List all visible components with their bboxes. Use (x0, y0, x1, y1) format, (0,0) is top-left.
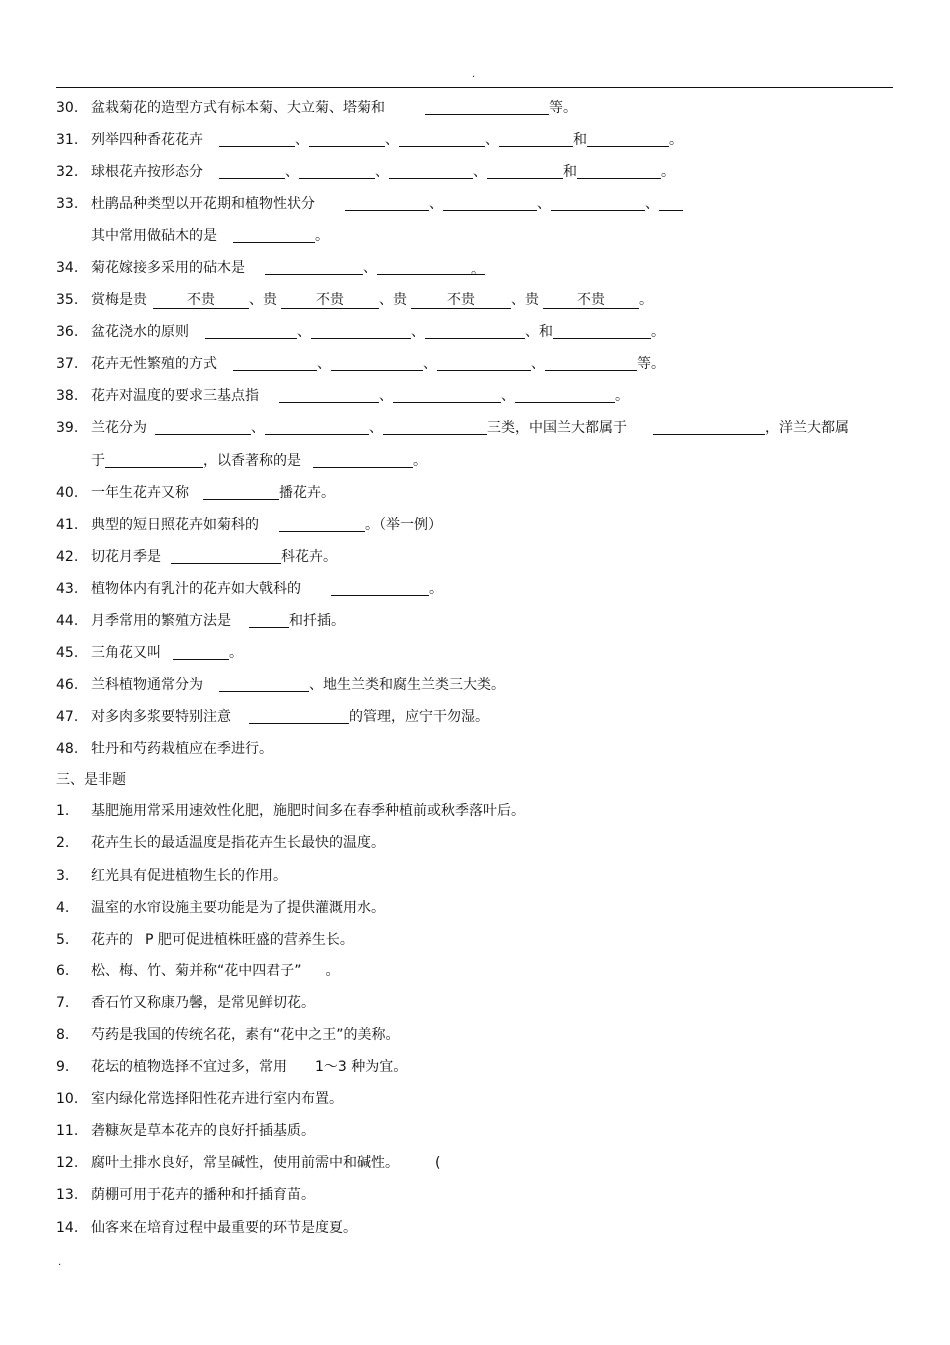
answer-blank[interactable] (331, 355, 423, 371)
answer-blank[interactable] (515, 387, 615, 403)
answer-blank[interactable] (659, 195, 683, 211)
answer-blank[interactable]: 。 (377, 259, 485, 275)
question-text: 球根花卉按形态分 (91, 164, 203, 180)
question-39-cont: 于 ，以香著称的是 。 (91, 453, 427, 469)
question-text: 一年生花卉又称 (91, 485, 189, 501)
question-text: 盆花浇水的原则 (91, 324, 189, 340)
answer-blank[interactable] (399, 131, 485, 147)
question-31: 31. 列举四种香花花卉 、 、 、 和 。 (56, 132, 683, 148)
answer-filled: 不贵 (543, 292, 639, 309)
question-text: 杜鹃品种类型以开花期和植物性状分 (91, 196, 315, 212)
answer-blank[interactable] (249, 612, 289, 628)
question-38: 38. 花卉对温度的要求三基点指 、 、 。 (56, 388, 629, 404)
answer-blank[interactable] (313, 452, 413, 468)
question-text: 切花月季是 (91, 549, 161, 565)
tf-item: 8. 芍药是我国的传统名花，素有“花中之王”的美称。 (56, 1027, 400, 1043)
answer-blank[interactable] (425, 323, 525, 339)
tf-item: 10. 室内绿化常选择阳性花卉进行室内布置。 (56, 1091, 343, 1107)
answer-blank[interactable] (171, 548, 281, 564)
question-35: 35. 赏梅是贵 不贵 、贵 不贵 、贵 不贵 、贵 不贵 。 (56, 292, 653, 308)
answer-blank[interactable] (389, 163, 473, 179)
question-42: 42. 切花月季是 科花卉。 (56, 549, 337, 565)
tf-item: 1. 基肥施用常采用速效性化肥，施肥时间多在春季种植前或秋季落叶后。 (56, 803, 525, 819)
answer-blank[interactable] (425, 99, 549, 115)
tf-item: 3. 红光具有促进植物生长的作用。 (56, 868, 287, 884)
answer-blank[interactable] (577, 163, 661, 179)
question-text: 牡丹和芍药栽植应在季进行。 (91, 741, 273, 757)
answer-blank[interactable] (553, 323, 651, 339)
answer-blank[interactable] (219, 131, 295, 147)
answer-blank[interactable] (233, 355, 317, 371)
question-40: 40. 一年生花卉又称 播花卉。 (56, 485, 335, 501)
answer-blank[interactable] (265, 259, 363, 275)
question-45: 45. 三角花又叫 。 (56, 645, 243, 661)
question-33-cont: 其中常用做砧木的是 。 (91, 228, 329, 244)
tf-item: 4. 温室的水帘设施主要功能是为了提供灌溉用水。 (56, 900, 385, 916)
question-text: 列举四种香花花卉 (91, 132, 203, 148)
question-37: 37. 花卉无性繁殖的方式 、 、 、 等。 (56, 356, 665, 372)
answer-blank[interactable] (587, 131, 669, 147)
answer-blank[interactable] (311, 323, 411, 339)
answer-blank[interactable] (653, 419, 765, 435)
answer-blank[interactable] (383, 419, 487, 435)
tf-item: 11. 砻糠灰是草本花卉的良好扦插基质。 (56, 1123, 315, 1139)
question-text: 花卉对温度的要求三基点指 (91, 388, 259, 404)
answer-blank[interactable] (299, 163, 375, 179)
answer-blank[interactable] (219, 676, 309, 692)
question-34: 34. 菊花嫁接多采用的砧木是 、 。 (56, 260, 485, 278)
answer-blank[interactable] (331, 580, 429, 596)
answer-blank[interactable] (393, 387, 501, 403)
question-text: 三角花又叫 (91, 645, 161, 661)
tf-item: 5. 花卉的 P 肥可促进植株旺盛的营养生长。 (56, 932, 354, 948)
answer-blank[interactable] (279, 516, 365, 532)
tf-item: 2. 花卉生长的最适温度是指花卉生长最快的温度。 (56, 835, 385, 851)
question-number: 30. (56, 100, 79, 116)
answer-filled: 不贵 (153, 292, 249, 309)
tf-item: 6. 松、梅、竹、菊并称“花中四君子” 。 (56, 963, 340, 979)
question-text: 盆栽菊花的造型方式有标本菊、大立菊、塔菊和 (91, 100, 385, 116)
question-48: 48. 牡丹和芍药栽植应在季进行。 (56, 741, 273, 757)
question-41: 41. 典型的短日照花卉如菊科的 。（举一例） (56, 517, 442, 533)
question-36: 36. 盆花浇水的原则 、 、 、和 。 (56, 324, 665, 340)
answer-blank[interactable] (437, 355, 531, 371)
question-44: 44. 月季常用的繁殖方法是 和扦插。 (56, 613, 345, 629)
answer-blank[interactable] (249, 708, 349, 724)
header-rule (56, 87, 893, 88)
question-47: 47. 对多肉多浆要特别注意 的管理，应宁干勿湿。 (56, 709, 489, 725)
tf-item: 12. 腐叶土排水良好，常呈碱性，使用前需中和碱性。 ( (56, 1155, 441, 1171)
answer-blank[interactable] (105, 452, 203, 468)
answer-blank[interactable] (205, 323, 297, 339)
question-30: 30. 盆栽菊花的造型方式有标本菊、大立菊、塔菊和 等。 (56, 97, 577, 119)
tf-item: 7. 香石竹又称康乃馨，是常见鲜切花。 (56, 995, 315, 1011)
question-text: 典型的短日照花卉如菊科的 (91, 517, 259, 533)
question-text: 月季常用的繁殖方法是 (91, 613, 231, 629)
answer-blank[interactable] (545, 355, 637, 371)
question-text: 对多肉多浆要特别注意 (91, 709, 231, 725)
footer-mark: . (58, 1257, 62, 1268)
answer-blank[interactable] (265, 419, 369, 435)
tf-item: 14. 仙客来在培育过程中最重要的环节是度夏。 (56, 1220, 357, 1236)
answer-blank[interactable] (345, 195, 429, 211)
answer-filled: 不贵 (281, 292, 379, 309)
tf-item: 13. 荫棚可用于花卉的播种和扦插育苗。 (56, 1187, 315, 1203)
question-text: 植物体内有乳汁的花卉如大戟科的 (91, 581, 301, 597)
answer-blank[interactable] (155, 419, 251, 435)
answer-blank[interactable] (173, 644, 229, 660)
answer-blank[interactable] (219, 163, 285, 179)
answer-filled: 不贵 (411, 292, 511, 309)
question-text: 兰花分为 (91, 420, 147, 436)
header-mark: . (472, 69, 476, 80)
question-39: 39. 兰花分为 、 、 三类，中国兰大都属于 ，洋兰大都属 (56, 420, 849, 436)
question-text: 兰科植物通常分为 (91, 677, 203, 693)
tf-item: 9. 花坛的植物选择不宜过多，常用 1～3 种为宜。 (56, 1059, 408, 1075)
question-33: 33. 杜鹃品种类型以开花期和植物性状分 、 、 、 (56, 193, 683, 215)
question-46: 46. 兰科植物通常分为 、地生兰类和腐生兰类三大类。 (56, 677, 505, 693)
section-title: 三、是非题 (56, 772, 126, 788)
answer-blank[interactable] (499, 131, 573, 147)
answer-blank[interactable] (279, 387, 379, 403)
question-text: 花卉无性繁殖的方式 (91, 356, 217, 372)
question-text: 菊花嫁接多采用的砧木是 (91, 260, 245, 276)
answer-blank[interactable] (443, 195, 537, 211)
question-32: 32. 球根花卉按形态分 、 、 、 和 。 (56, 164, 675, 180)
answer-blank[interactable] (487, 163, 563, 179)
answer-blank[interactable] (233, 227, 315, 243)
answer-blank[interactable] (203, 484, 279, 500)
answer-blank[interactable] (551, 195, 645, 211)
question-43: 43. 植物体内有乳汁的花卉如大戟科的 。 (56, 581, 443, 597)
answer-blank[interactable] (309, 131, 385, 147)
